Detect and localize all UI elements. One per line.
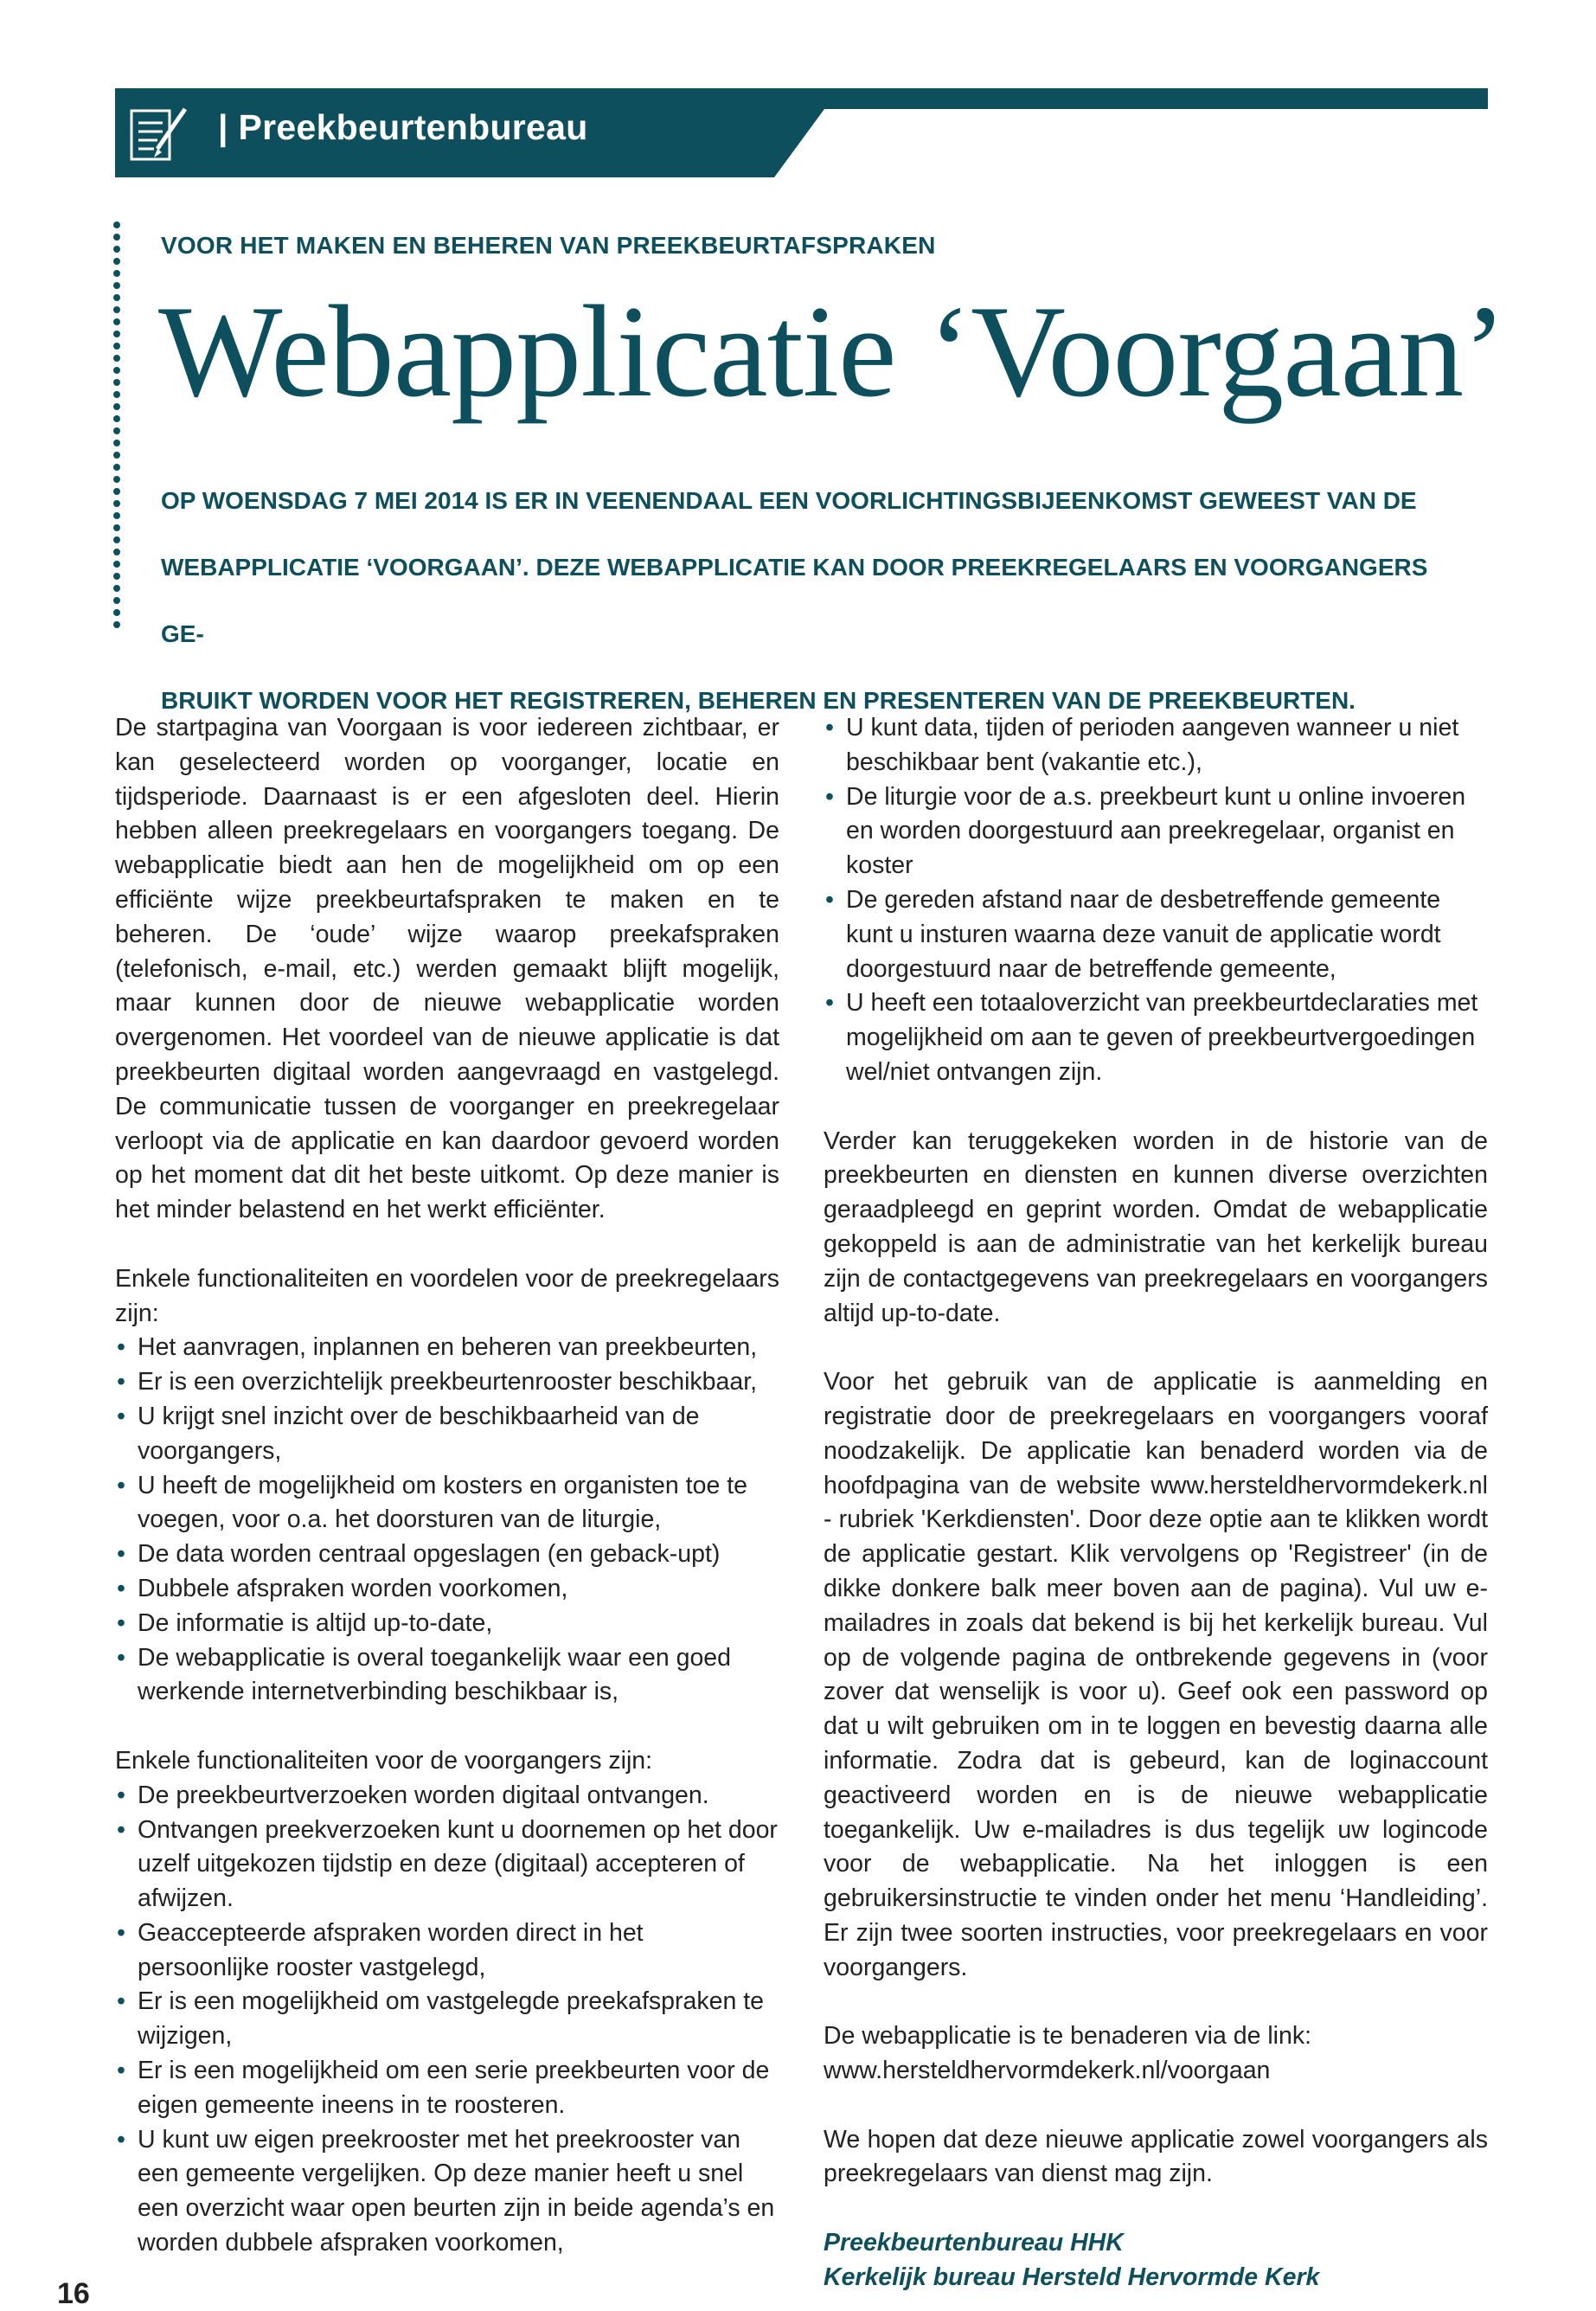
left-column [115,711,779,2295]
list-item: • U krijgt snel inzicht over de beschikbaarheid van de voorgangers, [115,1400,779,1469]
dot [113,379,120,386]
list-item: • De preekbeurtverzoeken worden digitaal ontvangen. [115,1779,779,1813]
list-item: • Er is een mogelijkheid om een serie preekbeurten voor de eigen gemeente ineens in te roosteren. [115,2054,779,2123]
list-item: • Het aanvragen, inplannen en beheren van preekbeurten, [115,1331,779,1365]
dot [113,609,120,616]
dot [113,415,120,422]
right-column [824,711,1488,2295]
dot [113,258,120,265]
dotted-rule [111,221,123,635]
dot [113,282,120,289]
bullet-list [115,1779,779,2261]
section-title: | Preekbeurtenbureau [218,107,588,147]
paragraph: Enkele functionaliteiten voor de voorgangers zijn: [115,1746,653,1775]
dot [113,367,120,374]
list-item: • U kunt uw eigen preekrooster met het preekrooster van een gemeente vergelijken. Op deze manier heeft u snel een overzicht waar open beurten zijn in beide agenda’s en worden dubbele afspraken voorkomen, [115,2123,779,2261]
article-intro [161,467,1433,734]
dot [113,221,120,228]
paragraph: We hopen dat deze nieuwe applicatie zowel voorgangers als preekregelaars van dienst mag zijn. [824,2125,1488,2188]
dot [113,355,120,362]
list-item: • De gereden afstand naar de desbetreffende gemeente kunt u insturen waarna deze vanuit de applicatie wordt doorgestuurd naar de betreffende gemeente, [824,883,1488,986]
link-intro: De webapplicatie is te benaderen via de link: [824,2022,1312,2051]
dot [113,294,120,301]
dot [113,512,120,519]
dot [113,464,120,471]
intro-line: BRUIKT WORDEN VOOR HET REGISTREREN, BEHEREN EN PRESENTEREN VAN DE PREEKBEURTEN. [161,687,1356,714]
article-kicker: VOOR HET MAKEN EN BEHEREN VAN PREEKBEURTAFSPRAKEN [161,232,936,259]
dot [113,476,120,483]
intro-line: OP WOENSDAG 7 MEI 2014 IS ER IN VEENENDAAL EEN VOORLICHTINGSBIJEENKOMST GEWEEST VAN DE [161,487,1417,514]
paragraph: Enkele functionaliteiten en voordelen voor de preekregelaars zijn: [115,1264,779,1327]
signature-line: Kerkelijk bureau Hersteld Hervormde Kerk [824,2263,1320,2291]
dot [113,536,120,543]
bullet-list [824,711,1488,1090]
dot [113,427,120,434]
dot [113,573,120,580]
list-item: • De liturgie voor de a.s. preekbeurt kunt u online invoeren en worden doorgestuurd aan preekregelaar, organist en koster [824,780,1488,883]
dot [113,246,120,253]
dot [113,440,120,446]
dot [113,524,120,531]
list-item: • U kunt data, tijden of perioden aangeven wanneer u niet beschikbaar bent (vakantie etc.), [824,711,1488,780]
dot [113,403,120,410]
dot [113,488,120,495]
notepad-pen-icon [128,104,192,166]
dot [113,318,120,325]
paragraph: De startpagina van Voorgaan is voor iedereen zichtbaar, er kan geselecteerd worden op voorganger, locatie en tijdsperiode. Daarnaast is er een afgesloten deel. Hierin hebben alleen preekregelaars en voorgangers toegang. De webapplicatie biedt aan hen de mogelijkheid om op een efficiënte wijze preekbeurtafspraken te maken en te beheren. De ‘oude’ wijze waarop preekafspraken (telefonisch, e-mail, etc.) werden gemaakt blijft mogelijk, maar kunnen door de nieuwe webapplicatie worden overgenomen. Het voordeel van de nieuwe applicatie is dat preekbeurten digitaal worden aangevraagd en vastgelegd. De communicatie tussen de voorganger en preekregelaar verloopt via de applicatie en kan daardoor gevoerd worden op het moment dat dit het beste uitkomt. Op deze manier is het minder belastend en het werkt efficiënter. [115,714,779,1224]
list-item: • U heeft een totaaloverzicht van preekbeurtdeclaraties met mogelijkheid om aan te geven of preekbeurtvergoedingen wel/niet ontvangen zijn. [824,986,1488,1089]
dot [113,234,120,241]
dot [113,270,120,277]
dot [113,391,120,398]
dot [113,343,120,350]
dot [113,306,120,313]
dot [113,549,120,555]
intro-line: WEBAPPLICATIE ‘VOORGAAN’. DEZE WEBAPPLICATIE KAN DOOR PREEKREGELAARS EN VOORGANGERS GE- [161,554,1428,647]
list-item: • De webapplicatie is overal toegankelijk waar een goed werkende internetverbinding beschikbaar is, [115,1641,779,1711]
dot [113,500,120,507]
list-item: • Er is een mogelijkheid om vastgelegde preekafspraken te wijzigen, [115,1985,779,2054]
list-item: • Dubbele afspraken worden voorkomen, [115,1572,779,1607]
dot [113,585,120,592]
dot [113,561,120,568]
dot [113,621,120,628]
list-item: • Er is een overzichtelijk preekbeurtenrooster beschikbaar, [115,1365,779,1400]
list-item: • U heeft de mogelijkheid om kosters en organisten toe te voegen, voor o.a. het doorsturen van de liturgie, [115,1469,779,1538]
paragraph: Voor het gebruik van de applicatie is aanmelding en registratie door de preekregelaars en voorgangers vooraf noodzakelijk. De applicatie kan benaderd worden via de hoofdpagina van de website www.hersteldhervormdekerk.nl - rubriek 'Kerkdiensten'. Door deze optie aan te klikken wordt de applicatie gestart. Klik vervolgens op 'Registreer' (in de dikke donkere balk meer boven aan de pagina). Vul uw e-mailadres in zoals dat bekend is bij het kerkelijk bureau. Vul op de volgende pagina de ontbrekende gegevens in (voor zover dat wenselijk is voor u). Geef ook een password op dat u wilt gebruiken om in te loggen en bevestig daarna alle informatie. Zodra dat is gebeurd, kan de loginaccount geactiveerd worden en is de nieuwe webapplicatie toegankelijk. Uw e-mailadres is dus tegelijk uw logincode voor de webapplicatie. Na het inloggen is een gebruikersinstructie te vinden onder het menu ‘Handleiding’. Er zijn twee soorten instructies, voor preekregelaars en voor voorgangers. [824,1368,1488,1981]
article-title: Webapplicatie ‘Voorgaan’ [158,279,1506,424]
list-item: • De informatie is altijd up-to-date, [115,1607,779,1641]
voorgaan-link[interactable]: www.hersteldhervormdekerk.nl/voorgaan [824,2057,1271,2085]
paragraph: Verder kan teruggekeken worden in de historie van de preekbeurten en diensten en kunnen diverse overzichten geraadpleegd en geprint worden. Omdat de webapplicatie gekoppeld is aan de administratie van het kerkelijk bureau zijn de contactgegevens van preekregelaars en voorgangers altijd up-to-date. [824,1127,1488,1327]
bullet-list [115,1331,779,1710]
dot [113,597,120,604]
page-number: 16 [57,2277,90,2310]
list-item: • Ontvangen preekverzoeken kunt u doornemen op het door uzelf uitgekozen tijdstip en deze (digitaal) accepteren of afwijzen. [115,1813,779,1916]
dot [113,331,120,337]
paragraph [824,2019,1488,2089]
list-item: • Geaccepteerde afspraken worden direct in het persoonlijke rooster vastgelegd, [115,1916,779,1986]
list-item: • De data worden centraal opgeslagen (en geback-upt) [115,1537,779,1572]
dot [113,452,120,459]
signature-line: Preekbeurtenbureau HHK [824,2229,1124,2257]
